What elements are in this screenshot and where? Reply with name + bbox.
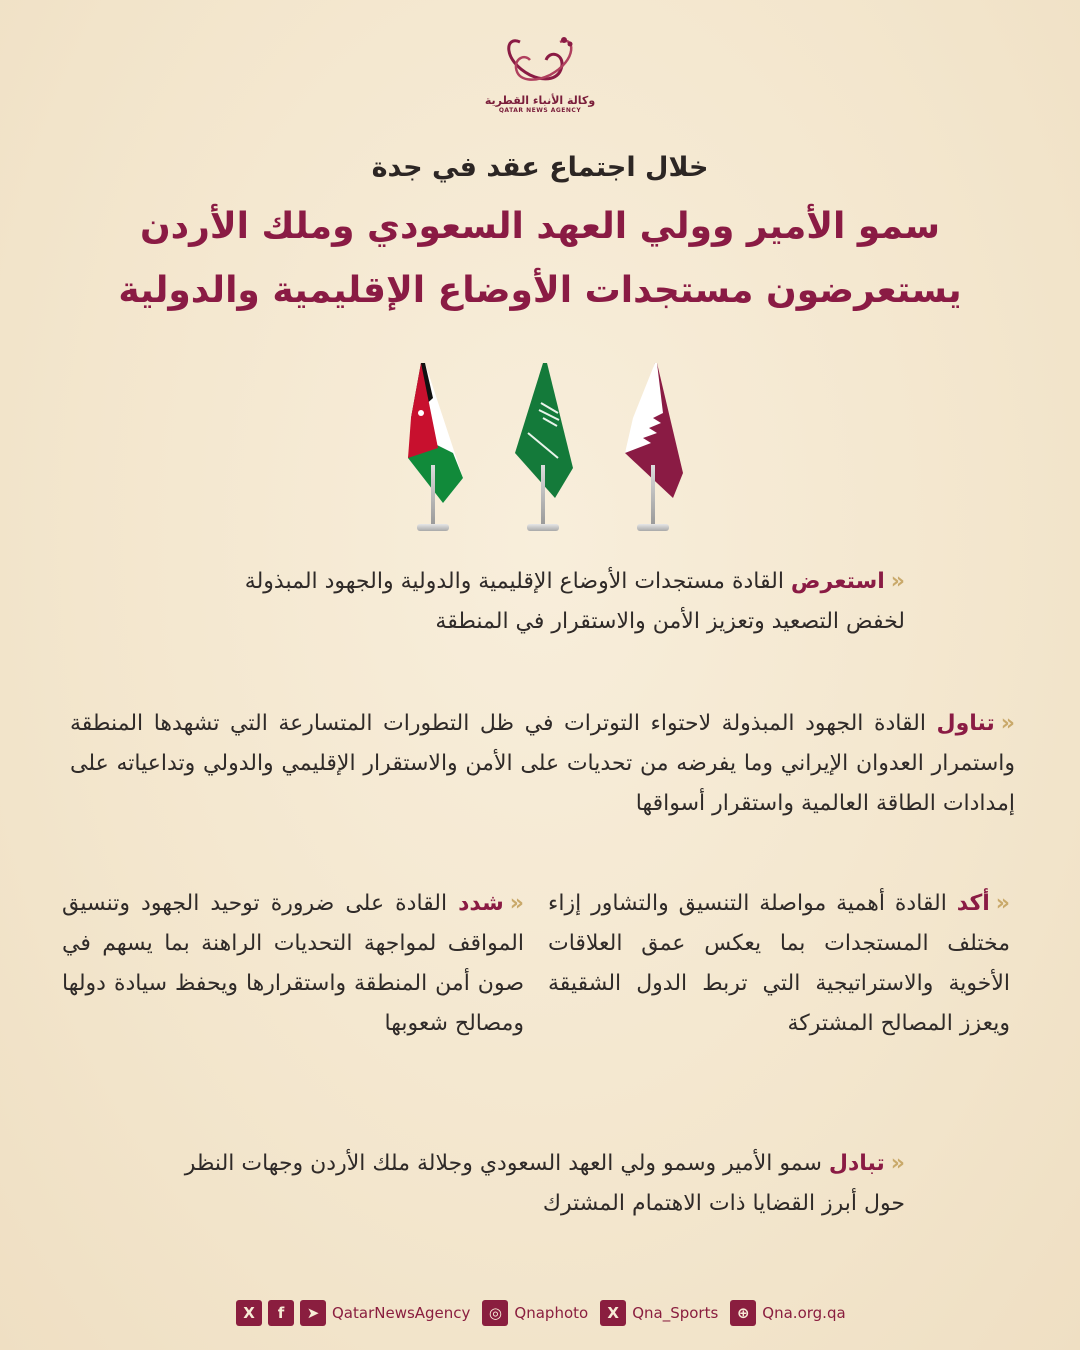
globe-icon[interactable]: ⊕ xyxy=(730,1300,756,1326)
qna-emblem-icon xyxy=(500,30,580,92)
x-sports-icon[interactable]: X xyxy=(600,1300,626,1326)
logo-english-text: QATAR NEWS AGENCY xyxy=(498,107,582,114)
point-1 xyxy=(180,562,905,642)
point-text: القادة أهمية مواصلة التنسيق والتشاور إزاء مختلف المستجدات بما يعكس عمق العلاقات الأخوية والاستراتيجية التي تربط الدول الشقيقة ويعزز المصالح المشتركة xyxy=(548,891,1010,1036)
point-lead: شدد xyxy=(458,891,504,916)
point-4 xyxy=(62,884,524,1044)
bullet-chevron-icon: « xyxy=(890,1151,905,1176)
x-icon[interactable]: X xyxy=(236,1300,262,1326)
jordan-flag-icon xyxy=(403,358,473,533)
bullet-chevron-icon: « xyxy=(995,891,1010,916)
point-text: سمو الأمير وسمو ولي العهد السعودي وجلالة ملك الأردن وجهات النظر حول أبرز القضايا ذات الاهتمام المشترك xyxy=(184,1151,905,1216)
logo-arabic-text: وكالة الأنباء القطرية xyxy=(484,94,596,107)
point-2 xyxy=(70,704,1015,824)
point-5 xyxy=(178,1144,905,1224)
point-text: القادة الجهود المبذولة لاحتواء التوترات في ظل التطورات المتسارعة التي تشهدها المنطقة واستمرار العدوان الإيراني وما يفرضه من تحديات على الأمن والاستقرار الإقليمي والدولي وتداعياته على إمدادات الطاقة العالمية واستقرار أسواقها xyxy=(70,711,1015,816)
subtitle: خلال اجتماع عقد في جدة xyxy=(371,152,709,183)
sports-handle-link[interactable]: Qna_Sports xyxy=(632,1304,719,1322)
main-handle-link[interactable]: QatarNewsAgency xyxy=(332,1304,471,1322)
bullet-chevron-icon: « xyxy=(509,891,524,916)
telegram-icon[interactable]: ➤ xyxy=(300,1300,326,1326)
flags-group xyxy=(395,358,695,533)
facebook-icon[interactable]: f xyxy=(268,1300,294,1326)
qna-logo xyxy=(480,30,600,114)
photo-handle-link[interactable]: Qnaphoto xyxy=(514,1304,589,1322)
point-lead: تبادل xyxy=(828,1151,885,1176)
bullet-chevron-icon: « xyxy=(1000,711,1015,736)
point-lead: تناول xyxy=(936,711,995,736)
saudi-flag-icon xyxy=(513,358,583,533)
headline-line-2: يستعرضون مستجدات الأوضاع الإقليمية والدولية xyxy=(118,270,962,311)
bullet-chevron-icon: « xyxy=(890,569,905,594)
headline-line-1: سمو الأمير وولي العهد السعودي وملك الأردن xyxy=(139,206,941,247)
point-lead: استعرض xyxy=(790,569,885,594)
point-text: القادة على ضرورة توحيد الجهود وتنسيق المواقف لمواجهة التحديات الراهنة بما يسهم في صون أمن المنطقة واستقرارها ويحفظ سيادة دولها ومصالح شعوبها xyxy=(62,891,524,1036)
qatar-flag-icon xyxy=(623,358,693,533)
point-text: القادة مستجدات الأوضاع الإقليمية والدولية والجهود المبذولة لخفض التصعيد وتعزيز الأمن والاستقرار في المنطقة xyxy=(244,569,905,634)
website-link[interactable]: Qna.org.qa xyxy=(762,1304,846,1322)
point-3 xyxy=(548,884,1010,1044)
social-footer xyxy=(236,1298,856,1328)
instagram-icon[interactable]: ◎ xyxy=(482,1300,508,1326)
point-lead: أكد xyxy=(956,891,990,916)
